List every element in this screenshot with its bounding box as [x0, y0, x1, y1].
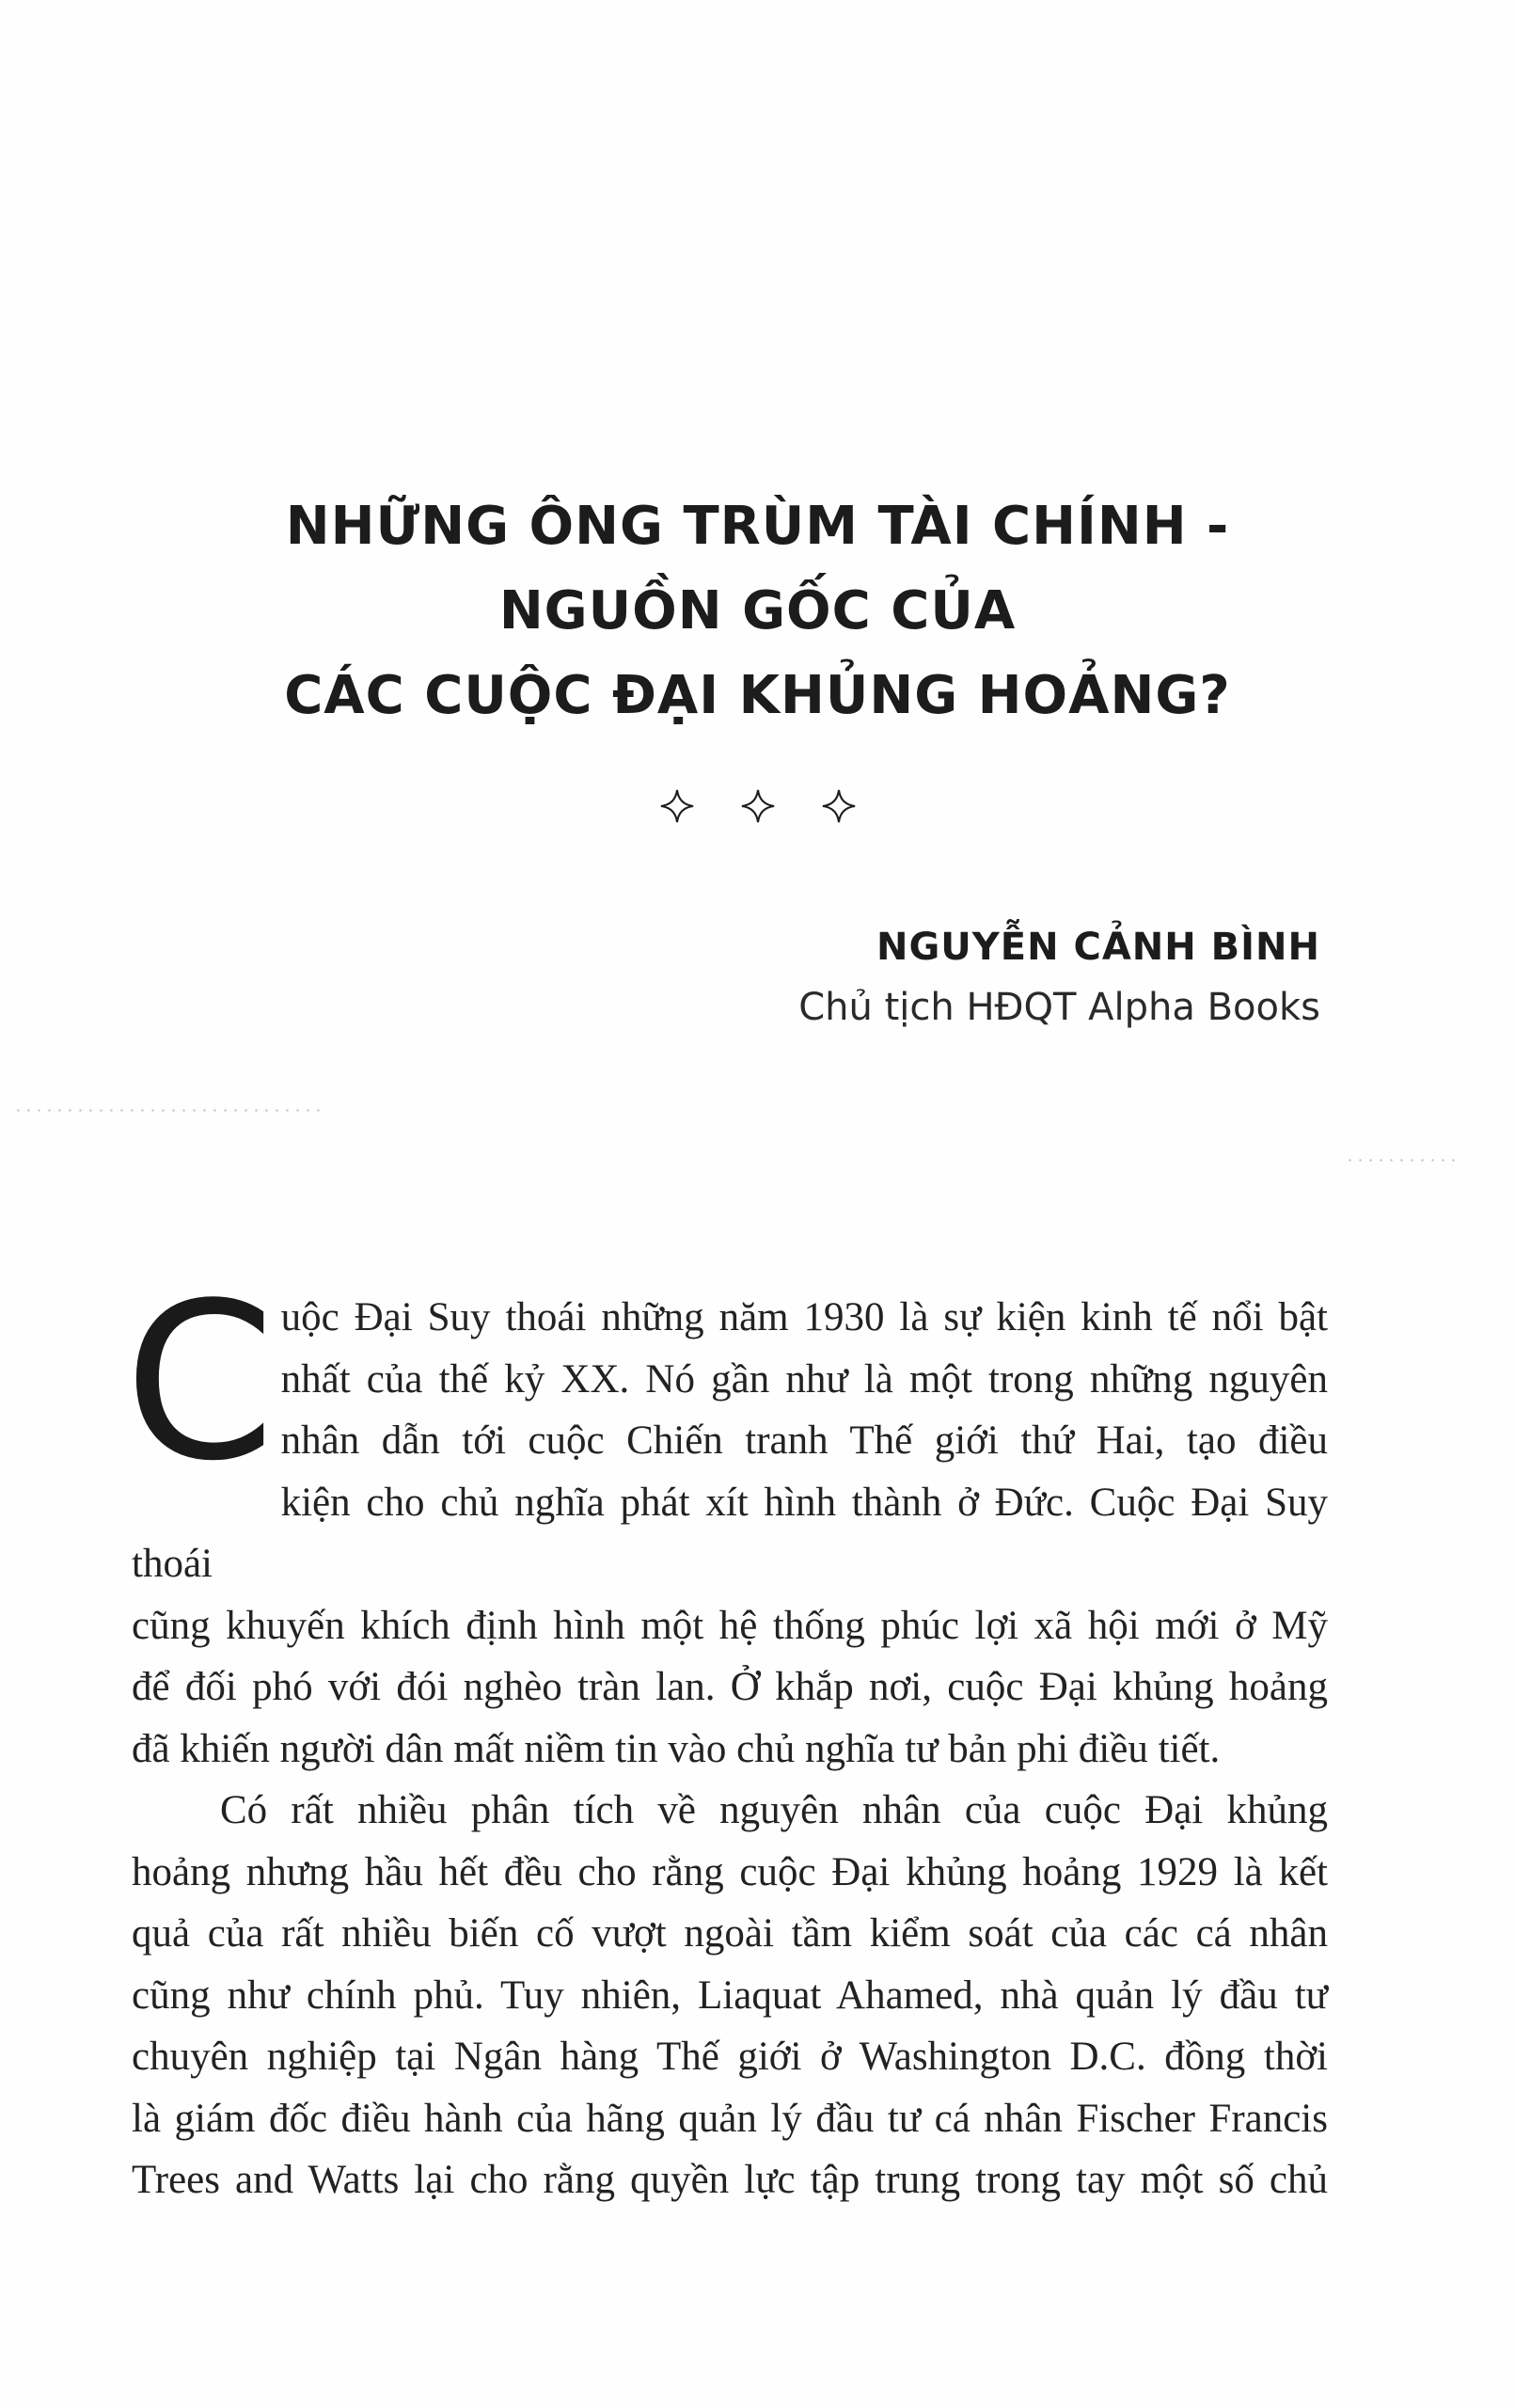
text-line: cũng khuyến khích định hình một hệ thống phúc lợi xã hội mới ở Mỹ	[132, 1603, 1328, 1648]
text-line: uộc Đại Suy thoái những năm 1930 là sự kiện kinh tế nổi bật	[280, 1295, 1328, 1339]
chapter-title	[0, 484, 1515, 738]
text-line: Có rất nhiều phân tích về nguyên nhân của cuộc Đại khủng	[220, 1788, 1328, 1832]
scan-specks	[1345, 1159, 1458, 1162]
paragraph	[124, 1258, 1328, 1780]
text-line: hoảng nhưng hầu hết đều cho rằng cuộc Đại khủng hoảng 1929 là kết	[132, 1849, 1328, 1894]
text-line: quả của rất nhiều biến cố vượt ngoài tầm kiểm soát của các cá nhân	[132, 1911, 1328, 1956]
text-line: đã khiến người dân mất niềm tin vào chủ nghĩa tư bản phi điều tiết.	[132, 1726, 1221, 1771]
text-line: nhân dẫn tới cuộc Chiến tranh Thế giới thứ Hai, tạo điều	[280, 1418, 1328, 1463]
text-line: cũng như chính phủ. Tuy nhiên, Liaquat Ahamed, nhà quản lý đầu tư	[132, 1972, 1328, 2018]
text-line: kiện cho chủ nghĩa phát xít hình thành ở Đức. Cuộc Đại Suy thoái	[132, 1480, 1328, 1586]
chapter-title-line: NGUỒN GỐC CỦA	[498, 580, 1017, 642]
drop-cap: C	[124, 1258, 276, 1509]
text-line: là giám đốc điều hành của hãng quản lý đầu tư cá nhân Fischer Francis	[132, 2096, 1328, 2141]
four-point-star-icon	[740, 788, 776, 824]
text-line: nhất của thế kỷ XX. Nó gần như là một trong những nguyên	[280, 1356, 1328, 1402]
section-ornament	[0, 788, 1515, 835]
four-point-star-icon	[659, 788, 695, 824]
text-line: chuyên nghiệp tại Ngân hàng Thế giới ở Washington D.C. đồng thời	[132, 2035, 1328, 2079]
text-line: Trees and Watts lại cho rằng quyền lực tập trung trong tay một số chủ	[132, 2158, 1328, 2202]
chapter-title-line: CÁC CUỘC ĐẠI KHỦNG HOẢNG?	[284, 665, 1231, 726]
author-role: Chủ tịch HĐQT Alpha Books	[798, 986, 1320, 1029]
text-line: để đối phó với đói nghèo tràn lan. Ở khắp nơi, cuộc Đại khủng hoảng	[132, 1665, 1328, 1709]
chapter-title-line: NHỮNG ÔNG TRÙM TÀI CHÍNH -	[285, 496, 1230, 557]
author-block	[798, 917, 1320, 1038]
scan-specks	[13, 1109, 324, 1112]
four-point-star-icon	[821, 788, 857, 824]
paragraph	[132, 1780, 1328, 2211]
author-name: NGUYỄN CẢNH BÌNH	[876, 926, 1320, 969]
body-text	[124, 1258, 1328, 2211]
